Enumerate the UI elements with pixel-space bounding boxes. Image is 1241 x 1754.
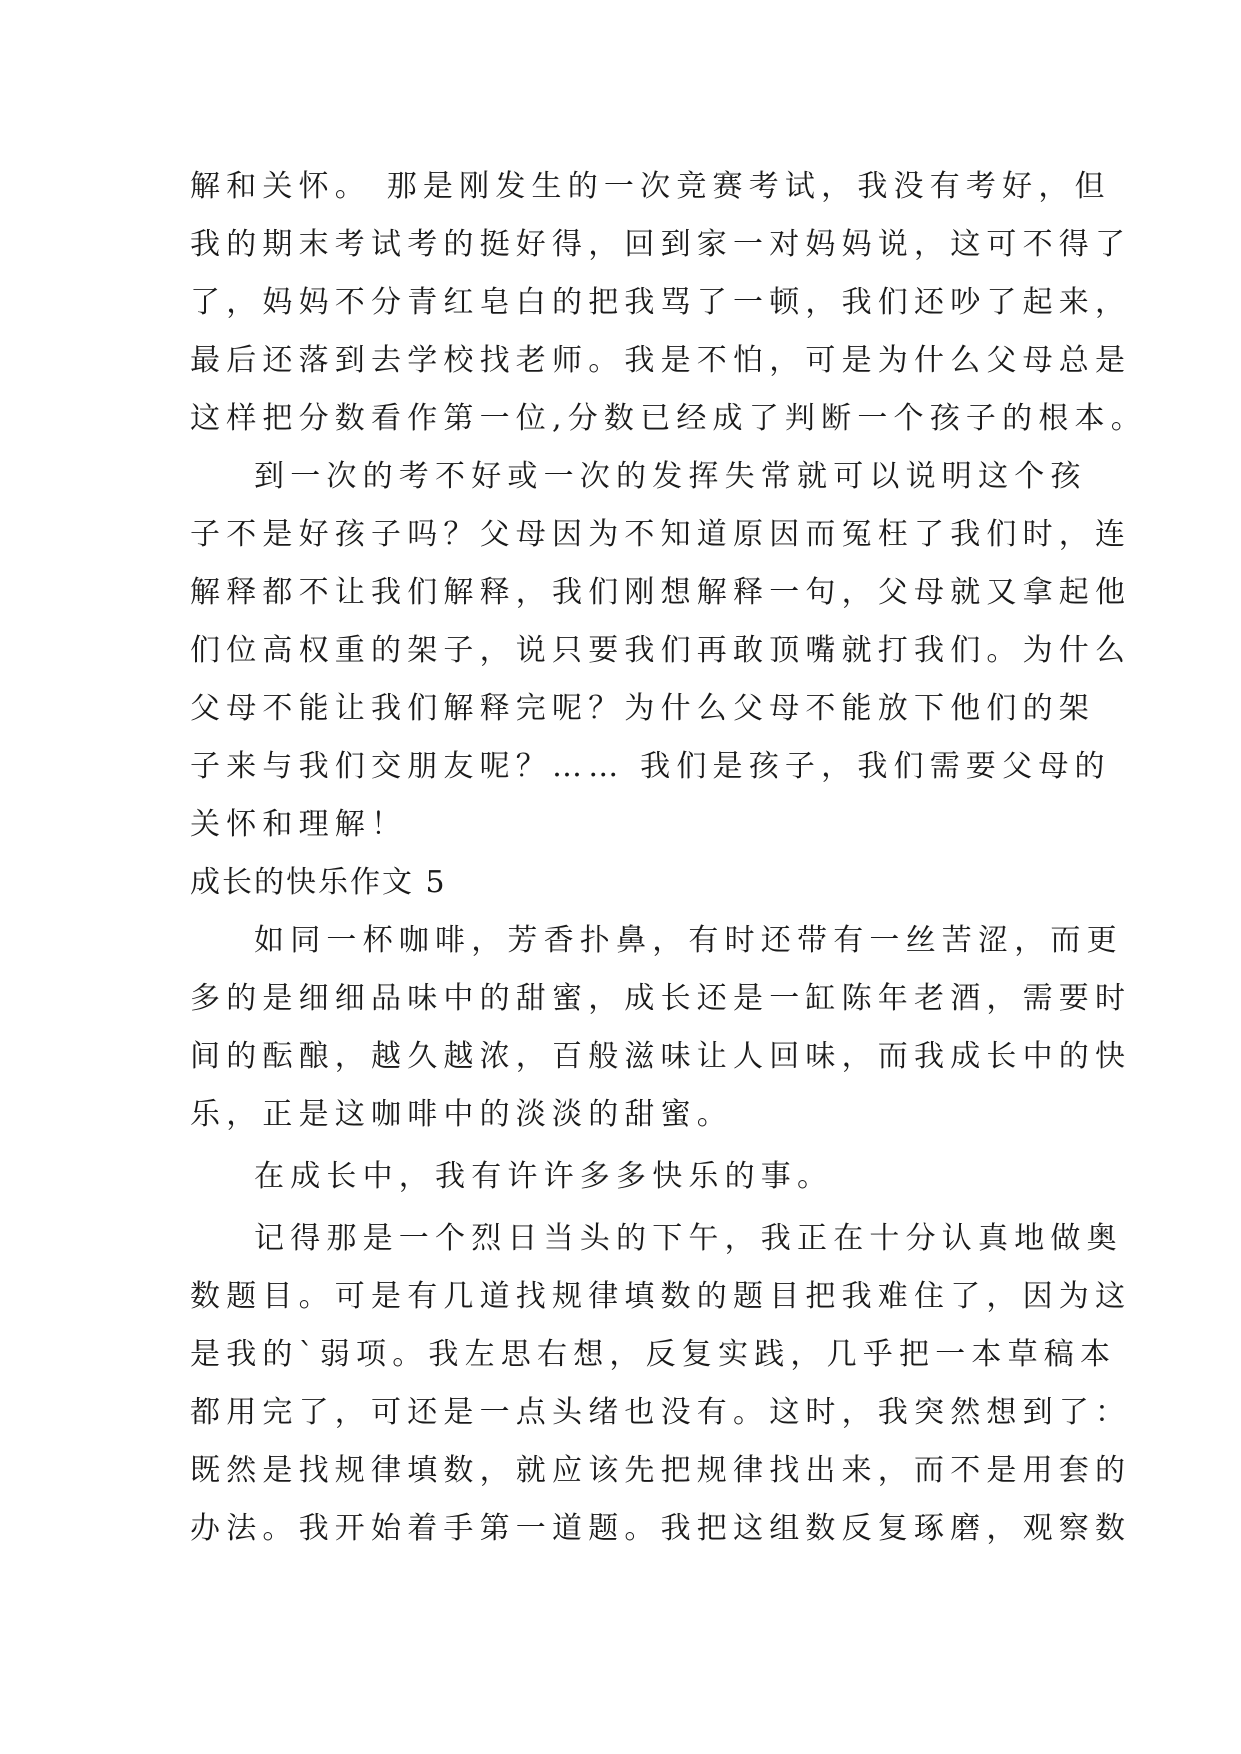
text-line: 解和关怀。 那是刚发生的一次竞赛考试，我没有考好，但 bbox=[190, 169, 1111, 204]
paragraph-start-line: 如同一杯咖啡，芳香扑鼻，有时还带有一丝苦涩，而更 bbox=[254, 923, 1123, 958]
text-line: 数题目。可是有几道找规律填数的题目把我难住了，因为这 bbox=[190, 1279, 1132, 1314]
text-line: 子不是好孩子吗？父母因为不知道原因而冤枉了我们时，连 bbox=[190, 517, 1132, 552]
text-line: 办法。我开始着手第一道题。我把这组数反复琢磨，观察数 bbox=[190, 1511, 1132, 1546]
text-line: 最后还落到去学校找老师。我是不怕，可是为什么父母总是 bbox=[190, 343, 1132, 378]
text-line: 既然是找规律填数，就应该先把规律找出来，而不是用套的 bbox=[190, 1453, 1132, 1488]
document-body bbox=[190, 158, 1147, 1558]
text-line: 这样把分数看作第一位,分数已经成了判断一个孩子的根本。 bbox=[190, 401, 1147, 436]
text-line: 都用完了，可还是一点头绪也没有。这时，我突然想到了： bbox=[190, 1395, 1132, 1430]
text-line: 解释都不让我们解释，我们刚想解释一句，父母就又拿起他 bbox=[190, 575, 1132, 610]
text-line: 多的是细细品味中的甜蜜，成长还是一缸陈年老酒，需要时 bbox=[190, 981, 1132, 1016]
paragraph-start-line: 到一次的考不好或一次的发挥失常就可以说明这个孩 bbox=[254, 459, 1087, 494]
text-line: 是我的`弱项。我左思右想，反复实践，几乎把一本草稿本 bbox=[190, 1337, 1117, 1372]
text-line: 父母不能让我们解释完呢？为什么父母不能放下他们的架 bbox=[190, 691, 1095, 726]
text-line: 们位高权重的架子，说只要我们再敢顶嘴就打我们。为什么 bbox=[190, 633, 1132, 668]
text-line: 间的酝酿，越久越浓，百般滋味让人回味，而我成长中的快 bbox=[190, 1039, 1132, 1074]
text-line: 了，妈妈不分青红皂白的把我骂了一顿，我们还吵了起来， bbox=[190, 285, 1132, 320]
paragraph-start-line: 记得那是一个烈日当头的下午，我正在十分认真地做奥 bbox=[254, 1221, 1123, 1256]
text-line: 子来与我们交朋友呢？…… 我们是孩子，我们需要父母的 bbox=[190, 749, 1111, 784]
paragraph-start-line: 在成长中，我有许许多多快乐的事。 bbox=[254, 1159, 834, 1194]
text-line: 关怀和理解！ bbox=[190, 807, 408, 842]
section-heading: 成长的快乐作文 5 bbox=[190, 865, 447, 900]
text-line: 我的期末考试考的挺好得，回到家一对妈妈说，这可不得了 bbox=[190, 227, 1132, 262]
text-line: 乐，正是这咖啡中的淡淡的甜蜜。 bbox=[190, 1097, 733, 1132]
